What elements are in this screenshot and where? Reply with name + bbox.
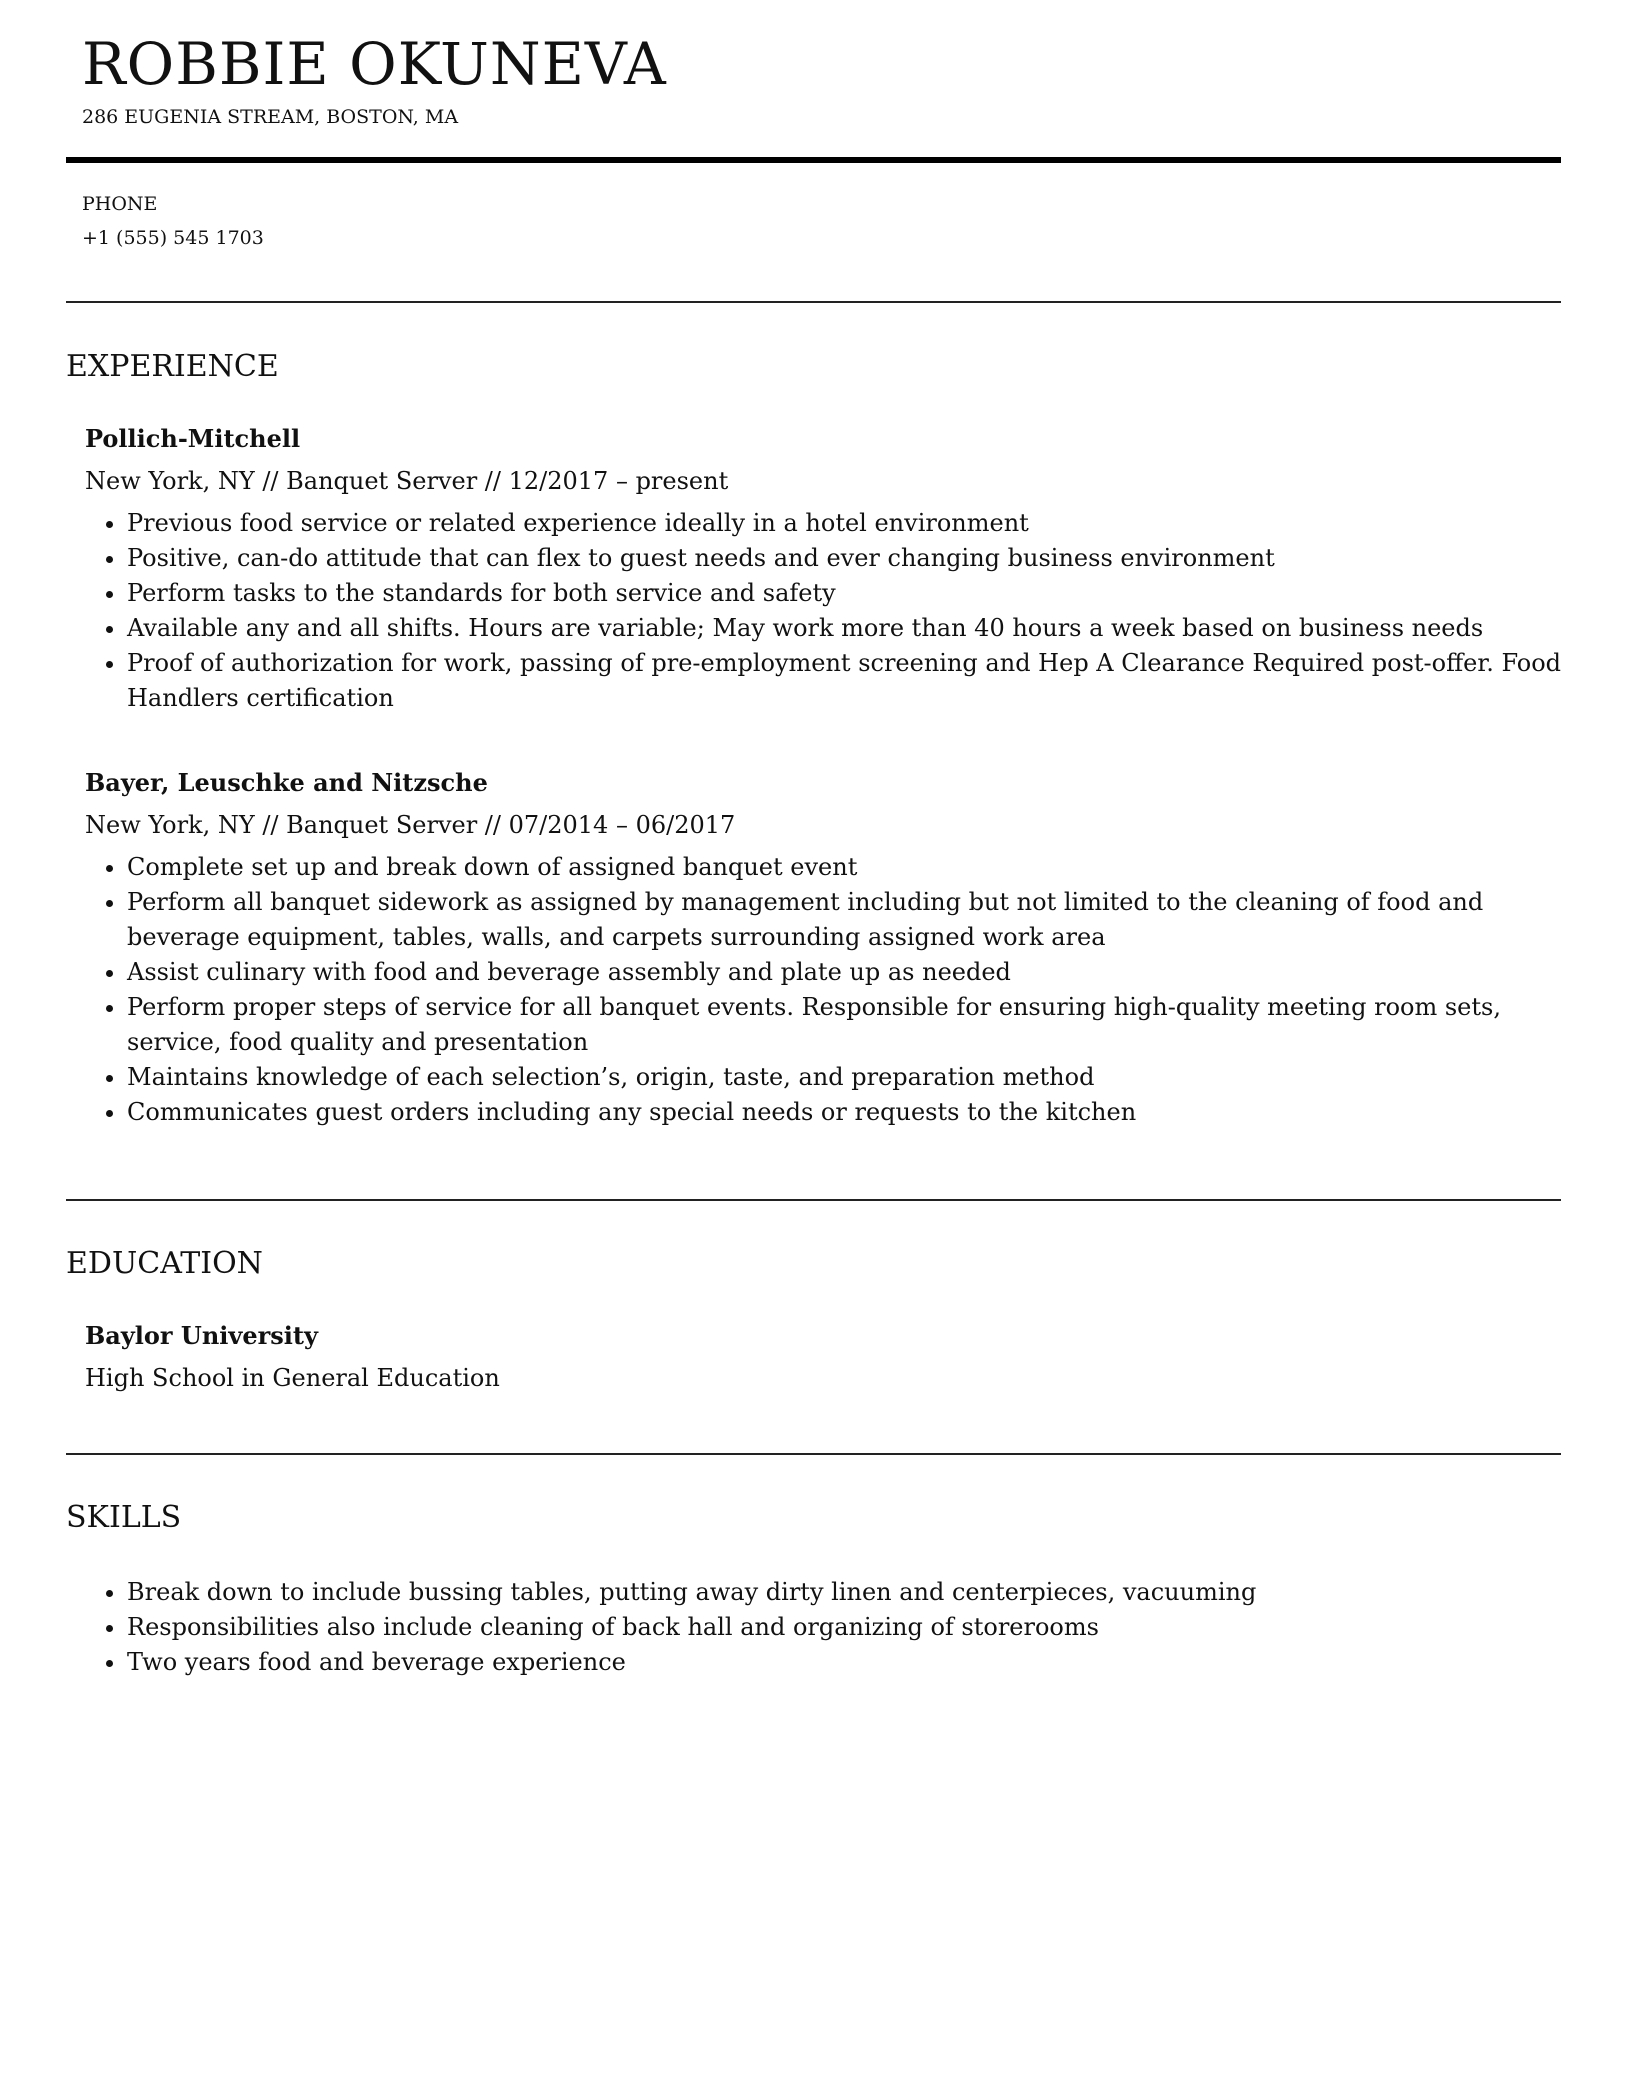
job-duty-item: • Perform all banquet sidework as assigned by management including but not limited to the cleaning of food and beverage equipment, tables, walls, and carpets surrounding assigned work area [127, 885, 1565, 955]
skill-item: • Two years food and beverage experience [127, 1645, 1565, 1680]
section-divider [66, 1453, 1561, 1455]
education-heading: EDUCATION [66, 1246, 263, 1281]
phone-label: PHONE [82, 193, 158, 215]
skills-heading: SKILLS [66, 1500, 182, 1535]
job-duty-item: • Maintains knowledge of each selection’s, origin, taste, and preparation method [127, 1060, 1565, 1095]
job-company: Pollich-Mitchell [85, 424, 301, 453]
job-duty-item: • Proof of authorization for work, passing of pre-employment screening and Hep A Clearance Required post-offer. Food Handlers certification [127, 646, 1565, 716]
job-meta: New York, NY // Banquet Server // 07/2014 – 06/2017 [85, 811, 736, 839]
job-duty-item: • Communicates guest orders including any special needs or requests to the kitchen [127, 1095, 1565, 1130]
skills-list [85, 1575, 1565, 1680]
section-divider [66, 1199, 1561, 1201]
job-duty-item: • Assist culinary with food and beverage assembly and plate up as needed [127, 955, 1565, 990]
section-divider [66, 301, 1561, 303]
job-duties-list [85, 850, 1565, 1130]
phone-value: +1 (555) 545 1703 [82, 227, 264, 249]
degree: High School in General Education [85, 1364, 500, 1392]
job-duties-list [85, 506, 1565, 716]
job-entry [85, 766, 1565, 1130]
job-company: Bayer, Leuschke and Nitzsche [85, 768, 488, 797]
header-divider [66, 157, 1561, 163]
candidate-address: 286 EUGENIA STREAM, BOSTON, MA [82, 106, 459, 128]
skills-block [85, 1575, 1565, 1680]
job-duty-item: • Available any and all shifts. Hours are variable; May work more than 40 hours a week based on business needs [127, 611, 1565, 646]
school-name: Baylor University [85, 1321, 318, 1350]
job-duty-item: • Complete set up and break down of assigned banquet event [127, 850, 1565, 885]
education-entry [85, 1319, 1565, 1395]
job-duty-item: • Perform proper steps of service for all banquet events. Responsible for ensuring high-quality meeting room sets, service, food quality and presentation [127, 990, 1565, 1060]
job-entry [85, 422, 1565, 716]
candidate-name: ROBBIE OKUNEVA [82, 30, 667, 98]
experience-heading: EXPERIENCE [66, 349, 279, 384]
skill-item: • Responsibilities also include cleaning of back hall and organizing of storerooms [127, 1610, 1565, 1645]
job-duty-item: • Previous food service or related experience ideally in a hotel environment [127, 506, 1565, 541]
job-duty-item: • Positive, can-do attitude that can flex to guest needs and ever changing business environment [127, 541, 1565, 576]
skill-item: • Break down to include bussing tables, putting away dirty linen and centerpieces, vacuuming [127, 1575, 1565, 1610]
job-duty-item: • Perform tasks to the standards for both service and safety [127, 576, 1565, 611]
job-meta: New York, NY // Banquet Server // 12/2017 – present [85, 467, 729, 495]
